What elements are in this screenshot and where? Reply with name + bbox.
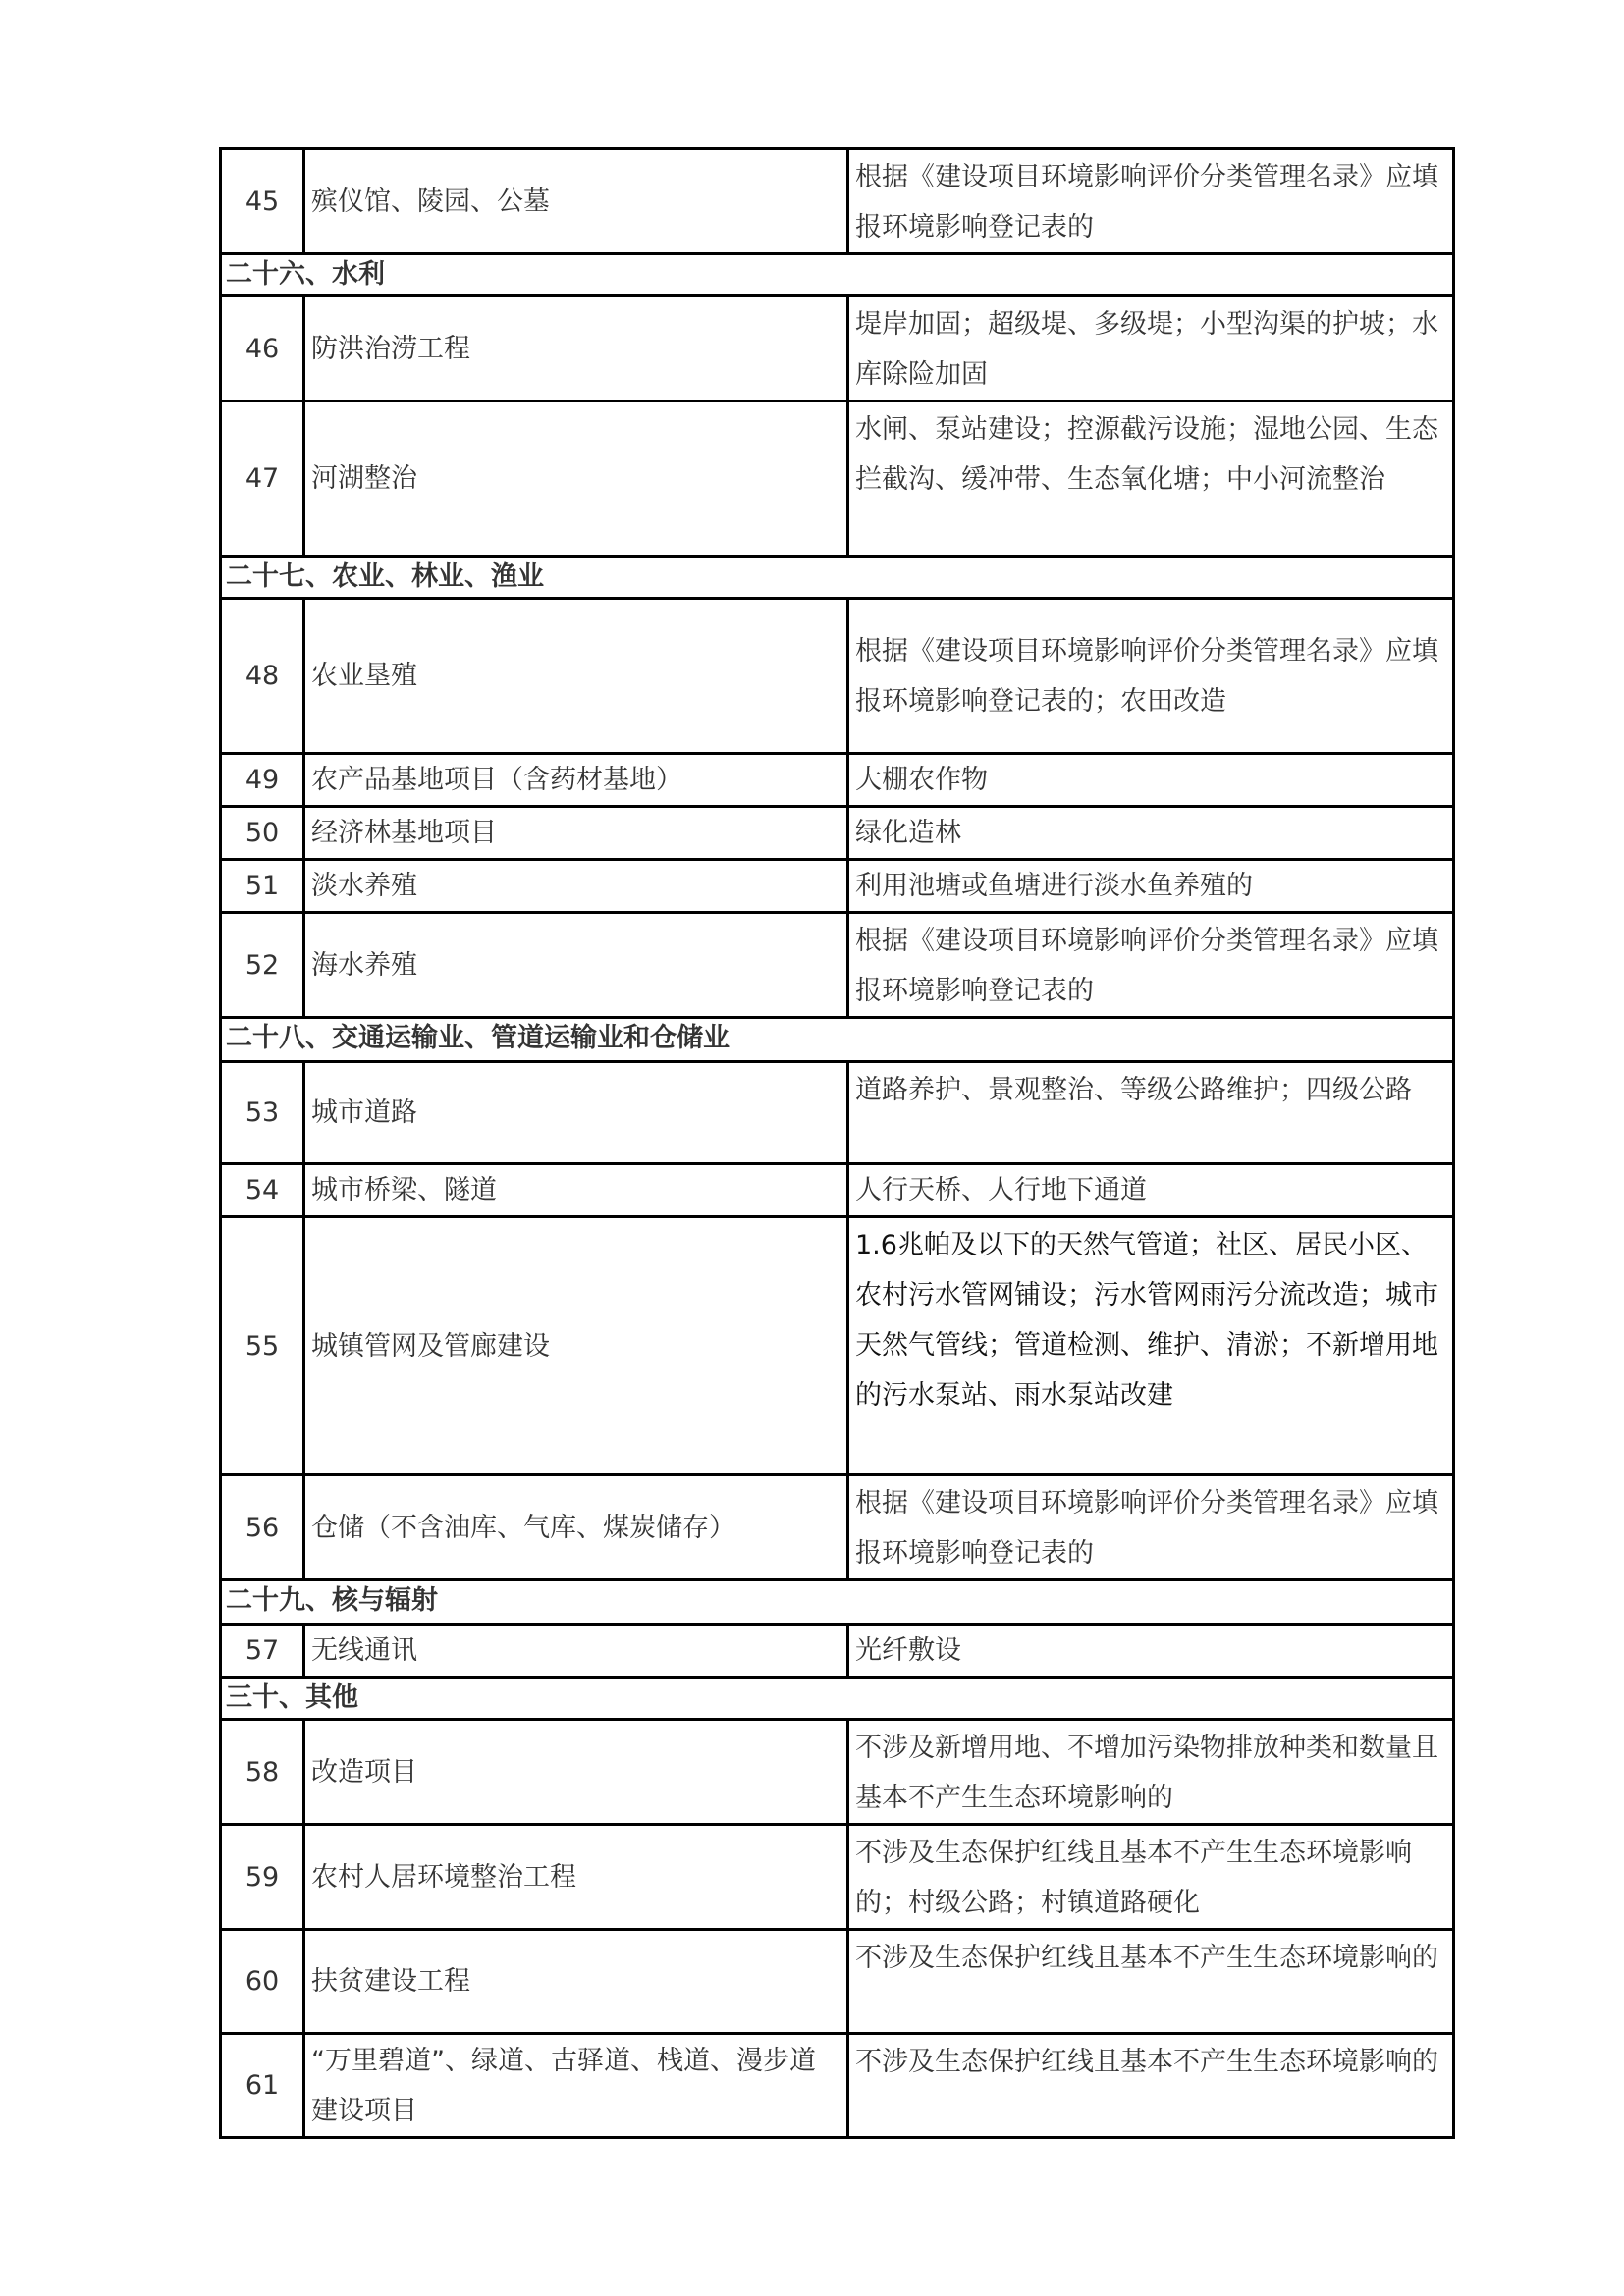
row-number: 50 [221, 807, 304, 860]
project-name: 防洪治涝工程 [304, 296, 848, 401]
table-row [221, 1720, 1454, 1825]
section-header-row [221, 254, 1454, 296]
project-name: 殡仪馆、陵园、公墓 [304, 149, 848, 254]
project-name: 经济林基地项目 [304, 807, 848, 860]
project-name: 无线通讯 [304, 1625, 848, 1678]
section-header-row [221, 1580, 1454, 1625]
project-scope-description: 光纤敷设 [848, 1625, 1454, 1678]
project-scope-description: 人行天桥、人行地下通道 [848, 1164, 1454, 1217]
row-number: 59 [221, 1825, 304, 1930]
table-row [221, 807, 1454, 860]
row-number: 45 [221, 149, 304, 254]
project-name: 仓储（不含油库、气库、煤炭储存） [304, 1475, 848, 1580]
project-name: “万里碧道”、绿道、古驿道、栈道、漫步道建设项目 [304, 2034, 848, 2138]
section-title: 二十七、农业、林业、渔业 [221, 557, 1454, 599]
project-name: 农业垦殖 [304, 599, 848, 754]
project-name: 改造项目 [304, 1720, 848, 1825]
row-number: 52 [221, 913, 304, 1018]
table-row [221, 860, 1454, 913]
project-scope-description: 利用池塘或鱼塘进行淡水鱼养殖的 [848, 860, 1454, 913]
project-scope-description: 根据《建设项目环境影响评价分类管理名录》应填报环境影响登记表的 [848, 913, 1454, 1018]
row-number: 60 [221, 1930, 304, 2034]
project-scope-description: 绿化造林 [848, 807, 1454, 860]
table-row [221, 1625, 1454, 1678]
project-name: 扶贫建设工程 [304, 1930, 848, 2034]
section-header-row [221, 1678, 1454, 1720]
project-scope-description: 不涉及生态保护红线且基本不产生生态环境影响的 [848, 2034, 1454, 2138]
row-number: 47 [221, 401, 304, 557]
project-scope-description: 根据《建设项目环境影响评价分类管理名录》应填报环境影响登记表的 [848, 149, 1454, 254]
project-scope-description: 不涉及新增用地、不增加污染物排放种类和数量且基本不产生生态环境影响的 [848, 1720, 1454, 1825]
table-row [221, 1062, 1454, 1164]
project-name: 城市道路 [304, 1062, 848, 1164]
project-scope-description: 水闸、泵站建设；控源截污设施；湿地公园、生态拦截沟、缓冲带、生态氧化塘；中小河流整治 [848, 401, 1454, 557]
project-scope-description: 堤岸加固；超级堤、多级堤；小型沟渠的护坡；水库除险加固 [848, 296, 1454, 401]
row-number: 48 [221, 599, 304, 754]
table-row [221, 296, 1454, 401]
section-title: 二十八、交通运输业、管道运输业和仓储业 [221, 1018, 1454, 1062]
row-number: 57 [221, 1625, 304, 1678]
project-scope-description: 不涉及生态保护红线且基本不产生生态环境影响的 [848, 1930, 1454, 2034]
table-row [221, 149, 1454, 254]
table-body [221, 149, 1454, 2138]
section-title: 三十、其他 [221, 1678, 1454, 1720]
table-row [221, 2034, 1454, 2138]
project-category-table [219, 147, 1455, 2139]
project-name: 城镇管网及管廊建设 [304, 1217, 848, 1475]
row-number: 61 [221, 2034, 304, 2138]
row-number: 49 [221, 754, 304, 807]
table-row [221, 1475, 1454, 1580]
row-number: 53 [221, 1062, 304, 1164]
row-number: 56 [221, 1475, 304, 1580]
section-title: 二十九、核与辐射 [221, 1580, 1454, 1625]
project-scope-description: 1.6兆帕及以下的天然气管道；社区、居民小区、农村污水管网铺设；污水管网雨污分流改造；城市天然气管线；管道检测、维护、清淤；不新增用地的污水泵站、雨水泵站改建 [848, 1217, 1454, 1475]
table-row [221, 1164, 1454, 1217]
project-name: 农村人居环境整治工程 [304, 1825, 848, 1930]
table-row [221, 913, 1454, 1018]
table-row [221, 1217, 1454, 1475]
project-scope-description: 不涉及生态保护红线且基本不产生生态环境影响的；村级公路；村镇道路硬化 [848, 1825, 1454, 1930]
row-number: 54 [221, 1164, 304, 1217]
project-name: 海水养殖 [304, 913, 848, 1018]
project-scope-description: 大棚农作物 [848, 754, 1454, 807]
project-name: 河湖整治 [304, 401, 848, 557]
row-number: 55 [221, 1217, 304, 1475]
section-header-row [221, 1018, 1454, 1062]
project-scope-description: 根据《建设项目环境影响评价分类管理名录》应填报环境影响登记表的 [848, 1475, 1454, 1580]
table-row [221, 754, 1454, 807]
section-header-row [221, 557, 1454, 599]
row-number: 58 [221, 1720, 304, 1825]
project-scope-description: 根据《建设项目环境影响评价分类管理名录》应填报环境影响登记表的；农田改造 [848, 599, 1454, 754]
table-row [221, 1930, 1454, 2034]
row-number: 51 [221, 860, 304, 913]
row-number: 46 [221, 296, 304, 401]
project-name: 城市桥梁、隧道 [304, 1164, 848, 1217]
table-row [221, 401, 1454, 557]
table-row [221, 599, 1454, 754]
project-scope-description: 道路养护、景观整治、等级公路维护；四级公路 [848, 1062, 1454, 1164]
project-name: 农产品基地项目（含药材基地） [304, 754, 848, 807]
project-name: 淡水养殖 [304, 860, 848, 913]
section-title: 二十六、水利 [221, 254, 1454, 296]
table-row [221, 1825, 1454, 1930]
